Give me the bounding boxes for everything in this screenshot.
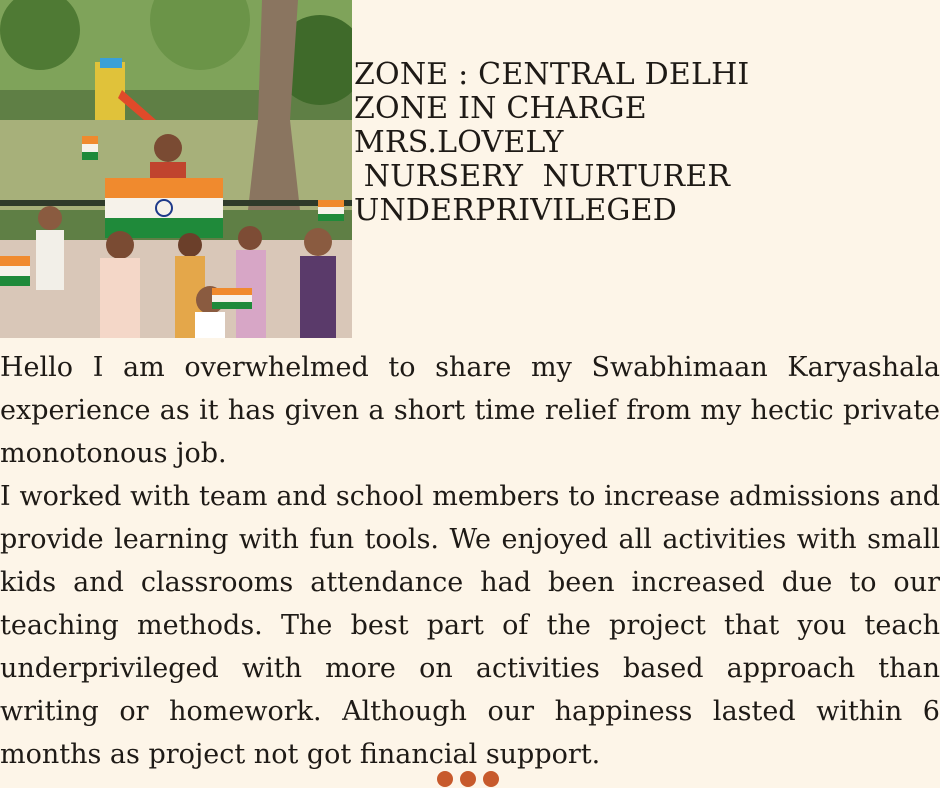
flag-saffron <box>105 178 223 198</box>
paragraph-intro: Hello I am overwhelmed to share my Swabhimaan Karyashala experience as it has given a short time relief from my hectic private monotonous job. <box>0 352 940 469</box>
category-line: UNDERPRIVILEGED <box>354 193 677 228</box>
small-flag-center <box>212 288 252 309</box>
heading-block <box>354 58 914 228</box>
name-line: MRS.LOVELY <box>354 125 564 160</box>
paragraph-experience: I worked with team and school members to increase admissions and provide learning with fun tools. We enjoyed all activities with small kids and classrooms attendance had been increased due to our teaching methods. The best part of the project that you teach underprivileged with more on activities based approach than writing or homework. Although our happiness lasted within 6 months as project not got financial support. <box>0 481 940 770</box>
teacher-head <box>154 134 182 162</box>
pager-dot-3 <box>483 771 499 787</box>
photo-illustration <box>0 0 352 338</box>
small-flag-left <box>0 256 30 286</box>
pager-dot-2 <box>460 771 476 787</box>
group-photo <box>0 0 352 338</box>
small-flag-right <box>318 200 344 221</box>
zone-line: ZONE : CENTRAL DELHI <box>354 57 750 92</box>
role-line: NURSERY NURTURER <box>354 159 731 194</box>
playground-slide <box>95 62 125 122</box>
pager-dots <box>437 771 499 787</box>
zone-in-charge-line: ZONE IN CHARGE <box>354 91 647 126</box>
pager-dot-1 <box>437 771 453 787</box>
testimonial-text <box>0 346 940 776</box>
playground-roof <box>100 58 122 68</box>
small-flag-top <box>82 136 98 160</box>
